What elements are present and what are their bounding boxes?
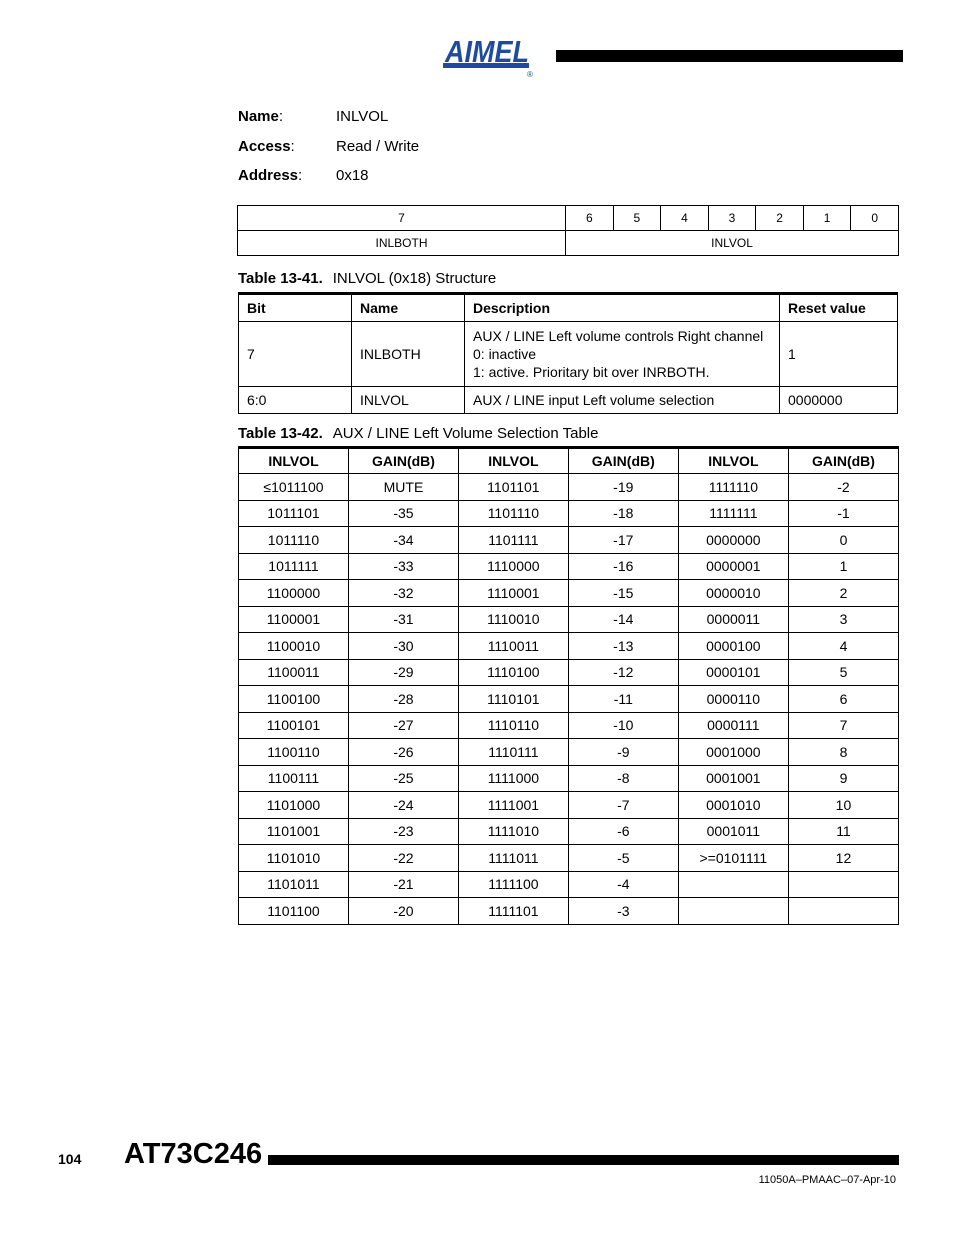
- table-cell: 1101000: [239, 792, 349, 819]
- table-cell: -23: [348, 818, 458, 845]
- table-cell: -7: [568, 792, 678, 819]
- page-number: 104: [58, 1151, 82, 1167]
- table-row: [239, 686, 899, 713]
- table-cell: -33: [348, 553, 458, 580]
- table-row: 6:0 INLVOL AUX / LINE input Left volume selection 0000000: [239, 387, 898, 414]
- bit-cell: 2: [756, 206, 804, 231]
- table-cell: 1101100: [239, 898, 349, 925]
- table-cell: 0000100: [678, 633, 788, 660]
- table-cell: 4: [788, 633, 898, 660]
- document-reference: 11050A–PMAAC–07-Apr-10: [758, 1174, 896, 1186]
- bit-cell: 4: [661, 206, 709, 231]
- table-row: [239, 527, 899, 554]
- table-cell: 1111010: [458, 818, 568, 845]
- table-row: [239, 553, 899, 580]
- table-cell: 1110011: [458, 633, 568, 660]
- table-row: [239, 633, 899, 660]
- table-cell: 1100011: [239, 659, 349, 686]
- table-cell: -17: [568, 527, 678, 554]
- table-cell: -8: [568, 765, 678, 792]
- table-cell: -11: [568, 686, 678, 713]
- bit-cell: 1: [803, 206, 851, 231]
- table-cell: 0001010: [678, 792, 788, 819]
- bit-cell: 5: [613, 206, 661, 231]
- table-cell: 12: [788, 845, 898, 872]
- table-cell: -28: [348, 686, 458, 713]
- table-cell: 5: [788, 659, 898, 686]
- table-cell: -21: [348, 871, 458, 898]
- table-cell: 1101001: [239, 818, 349, 845]
- table-cell: -15: [568, 580, 678, 607]
- table-cell: -2: [788, 474, 898, 501]
- table-cell: -30: [348, 633, 458, 660]
- table-cell: 8: [788, 739, 898, 766]
- table-cell: 0000001: [678, 553, 788, 580]
- table-cell: 1100001: [239, 606, 349, 633]
- table-row: [239, 765, 899, 792]
- table-cell: -9: [568, 739, 678, 766]
- table-cell: -22: [348, 845, 458, 872]
- table-cell: >=0101111: [678, 845, 788, 872]
- table-cell: -3: [568, 898, 678, 925]
- table-row: [239, 712, 899, 739]
- table-cell: 1110100: [458, 659, 568, 686]
- table-cell: 1110001: [458, 580, 568, 607]
- table-row: [239, 580, 899, 607]
- table-row: [239, 898, 899, 925]
- table-cell: 0000011: [678, 606, 788, 633]
- table-cell: 1100000: [239, 580, 349, 607]
- table-cell: -10: [568, 712, 678, 739]
- table-cell: MUTE: [348, 474, 458, 501]
- bit-field-row: [238, 231, 899, 256]
- bit-cell: 3: [708, 206, 756, 231]
- table-cell: 1: [788, 553, 898, 580]
- table-cell: 0000110: [678, 686, 788, 713]
- table-cell: 10: [788, 792, 898, 819]
- table-cell: 0001001: [678, 765, 788, 792]
- table-cell: 1011111: [239, 553, 349, 580]
- table-cell: 1111000: [458, 765, 568, 792]
- table-cell: -1: [788, 500, 898, 527]
- table-cell: 1100101: [239, 712, 349, 739]
- table-cell: 0000000: [678, 527, 788, 554]
- table-row: [239, 606, 899, 633]
- table-cell: 0001000: [678, 739, 788, 766]
- table-cell: 11: [788, 818, 898, 845]
- table-cell: 1111111: [678, 500, 788, 527]
- header-rule: [556, 50, 903, 62]
- registered-mark: ®: [527, 70, 533, 79]
- table-row: [239, 845, 899, 872]
- table41-caption: Table 13-41. INLVOL (0x18) Structure: [238, 270, 497, 287]
- table-cell: -35: [348, 500, 458, 527]
- table-cell: [788, 871, 898, 898]
- table-cell: 0: [788, 527, 898, 554]
- table-row: 7 INLBOTH AUX / LINE Left volume controls Right channel 0: inactive 1: active. Prioritary bit over INRBOTH. 1: [239, 322, 898, 387]
- table-cell: 1101110: [458, 500, 568, 527]
- table-row: [239, 500, 899, 527]
- table41-header: Bit Name Description Reset value: [239, 294, 898, 322]
- table-cell: -5: [568, 845, 678, 872]
- table-row: [239, 871, 899, 898]
- table-cell: -26: [348, 739, 458, 766]
- table-cell: 1101101: [458, 474, 568, 501]
- table-cell: -19: [568, 474, 678, 501]
- table-cell: -24: [348, 792, 458, 819]
- table-cell: 0000101: [678, 659, 788, 686]
- table-cell: 1101010: [239, 845, 349, 872]
- table-cell: -16: [568, 553, 678, 580]
- table-cell: -18: [568, 500, 678, 527]
- table-cell: -20: [348, 898, 458, 925]
- table-cell: 3: [788, 606, 898, 633]
- table-cell: 1110010: [458, 606, 568, 633]
- table-cell: 2: [788, 580, 898, 607]
- table-cell: 1111110: [678, 474, 788, 501]
- register-bit-table: [237, 205, 899, 256]
- table-cell: 1110110: [458, 712, 568, 739]
- logo-text: AIMEL: [444, 34, 529, 69]
- table-cell: 1110111: [458, 739, 568, 766]
- footer-rule: [268, 1155, 899, 1165]
- table-cell: 1100111: [239, 765, 349, 792]
- bit-cell: 7: [238, 206, 566, 231]
- table-cell: -27: [348, 712, 458, 739]
- table-cell: 7: [788, 712, 898, 739]
- table-cell: ≤1011100: [239, 474, 349, 501]
- table-cell: 0001011: [678, 818, 788, 845]
- table-cell: -34: [348, 527, 458, 554]
- table-row: [239, 792, 899, 819]
- table41: [238, 292, 898, 414]
- table-cell: 1111011: [458, 845, 568, 872]
- table-cell: [678, 871, 788, 898]
- table42: [238, 446, 899, 925]
- table-cell: -14: [568, 606, 678, 633]
- bit-cell: 6: [566, 206, 614, 231]
- bit-cell: 0: [851, 206, 899, 231]
- field-inlboth: INLBOTH: [238, 231, 566, 256]
- field-access: Access: Read / Write: [238, 138, 420, 155]
- bit-number-row: [238, 206, 899, 231]
- table42-caption: Table 13-42. AUX / LINE Left Volume Selection Table: [238, 425, 599, 442]
- table-cell: -32: [348, 580, 458, 607]
- table-cell: 1100110: [239, 739, 349, 766]
- table-row: [239, 818, 899, 845]
- table-cell: 0000010: [678, 580, 788, 607]
- table-cell: -6: [568, 818, 678, 845]
- table-row: [239, 739, 899, 766]
- table-row: [239, 659, 899, 686]
- table-cell: -13: [568, 633, 678, 660]
- table-cell: -12: [568, 659, 678, 686]
- table-cell: 1110000: [458, 553, 568, 580]
- table-cell: 1011110: [239, 527, 349, 554]
- field-address: Address: 0x18: [238, 167, 369, 184]
- atmel-logo: [443, 33, 535, 79]
- table-row: [239, 474, 899, 501]
- table-cell: 1111100: [458, 871, 568, 898]
- table-cell: 1100010: [239, 633, 349, 660]
- table-cell: -29: [348, 659, 458, 686]
- table-cell: -25: [348, 765, 458, 792]
- table42-header: INLVOL GAIN(dB) INLVOL GAIN(dB) INLVOL GAIN(dB): [239, 448, 899, 474]
- table-cell: -31: [348, 606, 458, 633]
- table-cell: 1111101: [458, 898, 568, 925]
- field-inlvol: INLVOL: [566, 231, 899, 256]
- table-cell: 1101011: [239, 871, 349, 898]
- table-cell: 1111001: [458, 792, 568, 819]
- table-cell: [788, 898, 898, 925]
- table-cell: 1110101: [458, 686, 568, 713]
- product-name: AT73C246: [124, 1138, 263, 1170]
- table-cell: 9: [788, 765, 898, 792]
- table-cell: -4: [568, 871, 678, 898]
- table-cell: 0000111: [678, 712, 788, 739]
- table-cell: 1011101: [239, 500, 349, 527]
- table-cell: 6: [788, 686, 898, 713]
- table-cell: 1101111: [458, 527, 568, 554]
- table-cell: 1100100: [239, 686, 349, 713]
- field-name: Name: INLVOL: [238, 108, 389, 125]
- table-cell: [678, 898, 788, 925]
